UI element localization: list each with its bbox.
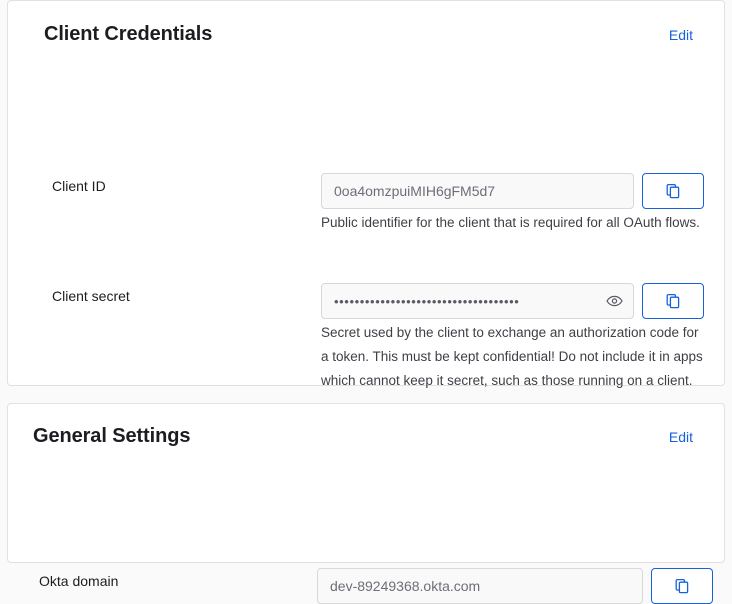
copy-icon <box>674 578 690 594</box>
page-title: Client Credentials <box>44 23 213 45</box>
client-id-control <box>321 173 704 209</box>
general-settings-title: General Settings <box>33 425 191 447</box>
copy-okta-domain-button[interactable] <box>651 568 713 604</box>
client-credentials-header <box>8 1 724 67</box>
client-secret-label: Client secret <box>52 288 130 304</box>
okta-domain-label: Okta domain <box>39 573 119 589</box>
general-settings-card <box>7 403 725 594</box>
client-secret-value: •••••••••••••••••••••••••••••••••••• <box>334 294 520 308</box>
copy-client-id-button[interactable] <box>642 173 704 209</box>
general-settings-header <box>8 404 724 470</box>
eye-icon[interactable] <box>604 291 624 311</box>
okta-domain-value: dev-89249368.okta.com <box>330 578 481 594</box>
copy-icon <box>665 293 681 309</box>
copy-icon <box>665 183 681 199</box>
copy-client-secret-button[interactable] <box>642 283 704 319</box>
okta-domain-control <box>317 568 713 604</box>
client-id-label: Client ID <box>52 178 106 194</box>
client-secret-control <box>321 283 704 319</box>
okta-domain-input[interactable] <box>317 568 643 604</box>
edit-general-settings-button[interactable]: Edit <box>668 429 693 445</box>
client-credentials-card <box>7 0 725 386</box>
client-id-help-text: Public identifier for the client that is required for all OAuth flows. <box>321 215 700 230</box>
edit-client-credentials-button[interactable]: Edit <box>668 27 693 43</box>
client-id-input[interactable] <box>321 173 634 209</box>
client-secret-help-text: Secret used by the client to exchange an authorization code for a token. This must be kept confidential! Do not include it in apps which cannot keep it secret, such as those running on a client. <box>321 325 703 388</box>
client-id-value: 0oa4omzpuiMIH6gFM5d7 <box>334 183 496 199</box>
client-secret-input[interactable] <box>321 283 634 319</box>
